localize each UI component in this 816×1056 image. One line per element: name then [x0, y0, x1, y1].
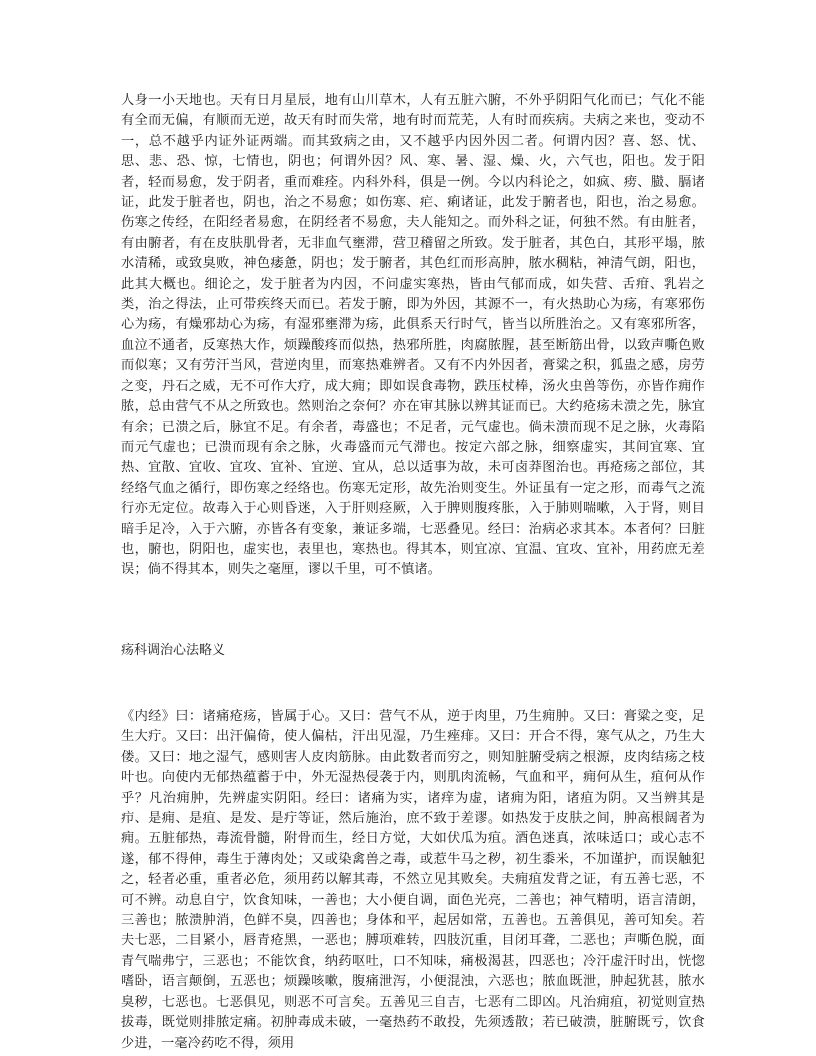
section-heading: 疡科调治心法略义 [121, 643, 226, 658]
body-paragraph-1: 人身一小天地也。天有日月星辰，地有山川草木，人有五脏六腑，不外乎阴阳气化而已；气化不能有全而无偏，有顺而无逆，故天有时而失常，地有时而荒芜，人有时而疾病。夫病之来也，变动不一，总不越乎内证外证两端。而其致病之由，又不越乎内因外因二者。何谓内因？喜、怒、忧、思、悲、恐、惊，七情也，阴也；何谓外因？风、寒、暑、湿、燥、火，六气也，阳也。发于阳者，轻而易愈，发于阴者，重而难痊。内科外科，俱是一例。今以内科论之，如疯、痨、臌、膈诸证，此发于脏者也，阴也，治之不易愈；如伤寒、疟、痢诸证，此发于腑者也，阳也，治之易愈。伤寒之传经，在阳经者易愈，在阴经者不易愈，夫人能知之。而外科之证，何独不然。有由脏者，有由腑者，有在皮肤肌骨者，无非血气壅滞，营卫稽留之所致。发于脏者，其色白，其形平塌，脓水清稀，或致臭败，神色痿惫，阴也；发于腑者，其色红而形高肿，脓水稠粘，神清气朗，阳也，此其大概也。细论之，发于脏者为内因，不问虚实寒热，皆由气郁而成，如失营、舌疳、乳岩之类，治之得法，止可带疾终天而已。若发于腑，即为外因，其源不一，有火热助心为疡，有寒邪伤心为疡，有燥邪劫心为疡，有湿邪壅滞为疡，此俱系天行时气，皆当以所胜治之。又有寒邪所客，血泣不通者，反寒热大作，烦躁酸疼而似热，热邪所胜，肉腐脓腥，甚至断筋出骨，以致声嘶色败而似寒；又有劳汗当风，营逆肉里，而寒热难辨者。又有不内外因者，膏粱之积，狐蛊之感，房劳之变，丹石之威，无不可作大疗，成大痈；即如误食毒物，跌压杖棒，汤火虫兽等伤，亦皆作痈作脓，总由营气不从之所致也。然则治之奈何？亦在审其脉以辨其证而已。大约疮疡未溃之先，脉宜有余；已溃之后，脉宜不足。有余者，毒盛也；不足者，元气虚也。倘未溃而现不足之脉，火毒陷而元气虚也；已溃而现有余之脉，火毒盛而元气滞也。按定六部之脉，细察虚实，其间宜寒、宜热、宜散、宜收、宜攻、宜补、宜逆、宜从，总以适事为故，未可卤莽图治也。再疮疡之部位，其经络气血之循行，即伤寒之经络也。伤寒无定形，故先治则变生。外证虽有一定之形，而毒气之流行亦无定位。故毒入于心则昏迷，入于肝则痉厥，入于脾则腹疼胀，入于肺则喘嗽，入于肾，则目暗手足冷，入于六腑，亦皆各有变象，兼证多端，七恶叠见。经曰：治病必求其本。本者何？曰脏也，腑也，阴阳也，虚实也，表里也，寒热也。得其本，则宜凉、宜温、宜攻、宜补，用药庶无差误；倘不得其本，则失之毫厘，谬以千里，可不慎诸。 [121, 93, 705, 578]
body-paragraph-2: 《内经》曰：诸痛疮疡，皆属于心。又曰：营气不从，逆于肉里，乃生痈肿。又曰：膏粱之变，足生大疔。又曰：出汗偏倚，使人偏枯，汗出见湿，乃生痤痱。又曰：开合不得，寒气从之，乃生大偻。又曰：地之湿气，感则害人皮肉筋脉。由此数者而穷之，则知脏腑受病之根源，皮肉结疡之枝叶也。向使内无郁热蕴蓄于中，外无湿热侵袭于内，则肌肉流畅，气血和平，痈何从生，疽何从作乎？凡治痈肿，先辨虚实阴阳。经曰：诸痛为实，诸痒为虚，诸痈为阳，诸疽为阴。又当辨其是疖、是痈、是疽、是发、是疔等证，然后施治，庶不致于差谬。如热发于皮肤之间，肿高根阔者为痈。五脏郁热，毒流骨髓，附骨而生，经日方觉，大如伏瓜为疽。酒色迷真，浓味适口；或心志不遂，郁不得伸，毒生于薄肉处；又或染禽兽之毒，或惹牛马之秽，初生黍米，不加谨护，而误触犯之，轻者必重，重者必危，须用药以解其毒，不然立见其败矣。夫痈疽发背之证，有五善七恶，不可不辨。动息自宁，饮食知味，一善也；大小便自调，面色光亮，二善也；神气精明，语言清朗，三善也；脓溃肿消，色鲜不臭，四善也；身体和平，起居如常，五善也。五善俱见，善可知矣。若夫七恶，二目紧小，唇青疮黑，一恶也；膊项难转，四肢沉重，目闭耳聋，二恶也；声嘶色脱，面青气喘弗宁，三恶也；不能饮食，纳药呕吐，口不知味，痛极渴甚，四恶也；冷汗虚汗时出，恍惚嗜卧，语言颠倒，五恶也；烦躁咳嗽，腹痛泄泻，小便混浊，六恶也；脓血既泄，肿起犹甚，脓水臭秽，七恶也。七恶俱见，则恶不可言矣。五善见三自吉，七恶有二即凶。凡治痈疽，初觉则宣热拔毒，既觉则排脓定痛。初肿毒成未破，一毫热药不敢投，先须透散；若已破溃，脏腑既亏，饮食少进，一毫冷药吃不得，须用 [121, 709, 705, 1051]
